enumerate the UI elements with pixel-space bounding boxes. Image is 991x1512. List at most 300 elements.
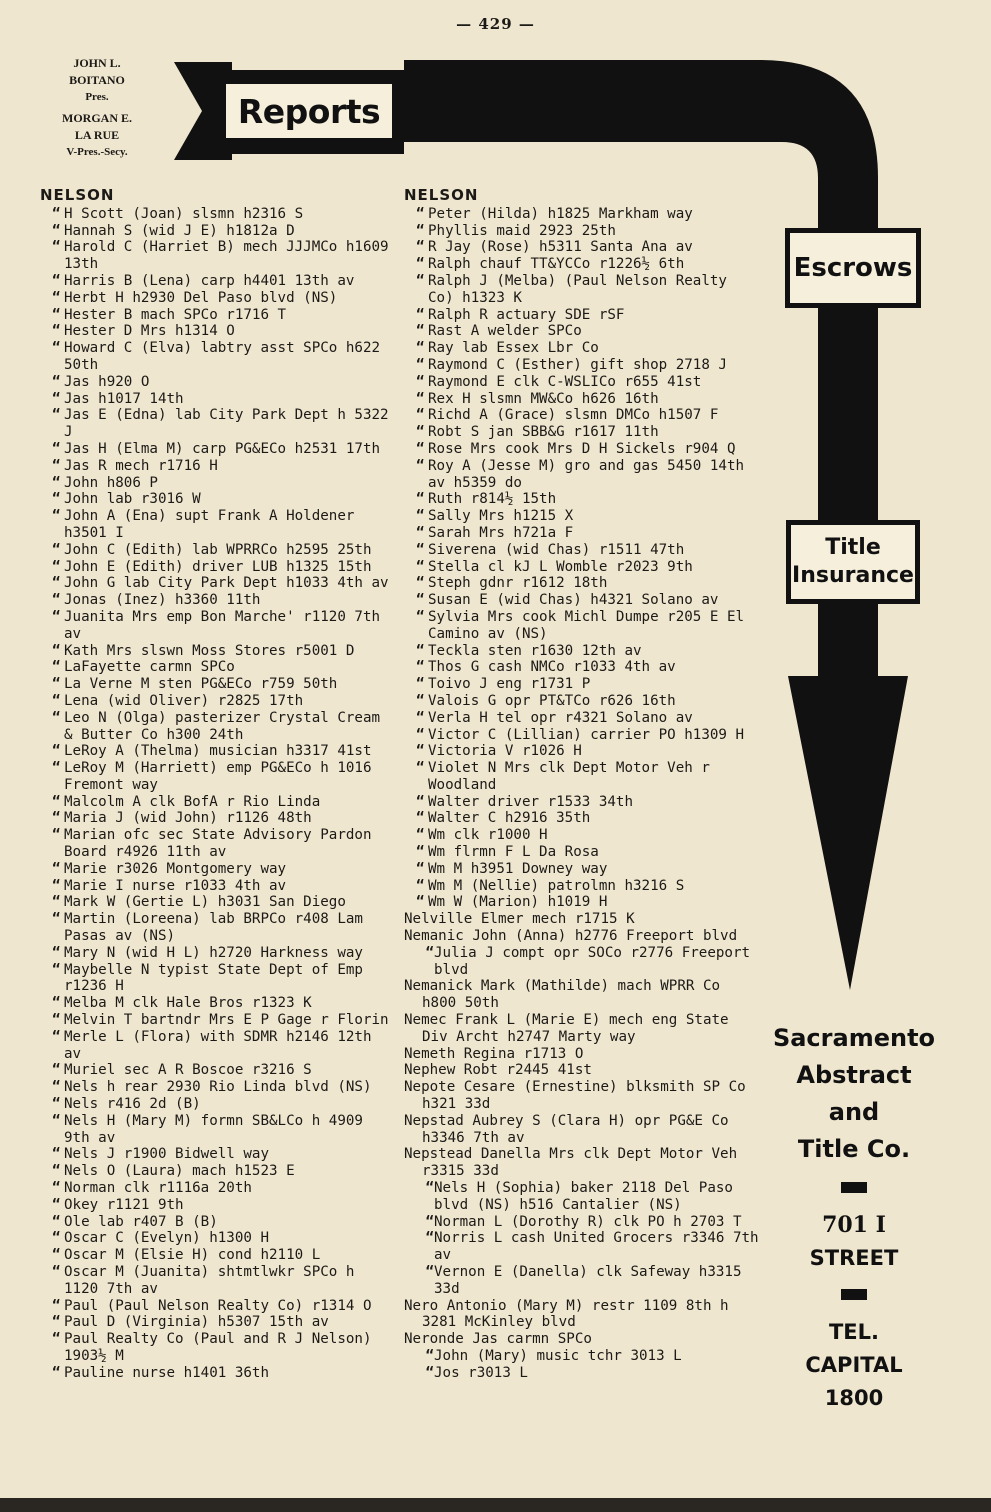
directory-entry: [40, 1180, 392, 1197]
directory-entry: [40, 945, 392, 962]
ditto-mark: “: [52, 1180, 61, 1197]
directory-entry: [40, 206, 392, 223]
directory-entry: [40, 710, 392, 744]
entry-text: Julia J compt opr SOCo r2776 Freeport blvd: [434, 944, 751, 978]
directory-entry: [404, 441, 759, 458]
directory-entry: [40, 307, 392, 324]
entry-text: Nephew Robt r2445 41st: [404, 1062, 592, 1079]
directory-entry: [404, 508, 759, 525]
ditto-mark: “: [416, 642, 425, 659]
ditto-mark: “: [52, 508, 61, 525]
entry-text: Siverena (wid Chas) r1511 47th: [428, 541, 685, 558]
officer-name: JOHN L.: [73, 56, 121, 70]
entry-text: R Jay (Rose) h5311 Santa Ana av: [428, 239, 693, 256]
entry-text: Teckla sten r1630 12th av: [428, 642, 642, 659]
entry-text: Okey r1121 9th: [64, 1196, 184, 1213]
directory-entry: [40, 223, 392, 240]
directory-entry: [40, 659, 392, 676]
entry-text: Hannah S (wid J E) h1812a D: [64, 222, 295, 239]
entry-text: Norman clk r1116a 20th: [64, 1180, 252, 1197]
directory-entry: [404, 1062, 759, 1079]
directory-entry: [40, 407, 392, 441]
entry-text: Ray lab Essex Lbr Co: [428, 340, 599, 357]
entry-text: Robt S jan SBB&G r1617 11th: [428, 424, 659, 441]
entry-text: Jonas (Inez) h3360 11th: [64, 592, 261, 609]
directory-entry: [404, 239, 759, 256]
directory-entry: [404, 760, 759, 794]
title-insurance-box: [786, 520, 920, 604]
directory-entry: [404, 1348, 759, 1365]
ditto-mark: “: [416, 222, 425, 239]
directory-entry: [40, 575, 392, 592]
directory-entry: [40, 1331, 392, 1365]
ditto-mark: “: [416, 457, 425, 474]
ditto-mark: “: [52, 373, 61, 390]
ditto-mark: “: [52, 1331, 61, 1348]
directory-entry: [40, 1264, 392, 1298]
entry-text: H Scott (Joan) slsmn h2316 S: [64, 205, 304, 222]
directory-entry: [40, 458, 392, 475]
ditto-mark: “: [52, 1297, 61, 1314]
ditto-mark: “: [52, 1264, 61, 1280]
directory-entry: [404, 559, 759, 576]
directory-entry: [404, 659, 759, 676]
directory-entry: [40, 374, 392, 391]
entry-text: Nels r416 2d (B): [64, 1096, 201, 1113]
entry-text: Sarah Mrs h721a F: [428, 524, 574, 541]
directory-entry: [404, 206, 759, 223]
entry-text: Juanita Mrs emp Bon Marche' r1120 7th av: [64, 608, 381, 642]
entry-text: Rast A welder SPCo: [428, 323, 582, 340]
ditto-mark: “: [52, 491, 61, 508]
directory-entry: [404, 1180, 759, 1214]
ditto-mark: “: [52, 1096, 61, 1113]
directory-entry: [40, 1062, 392, 1079]
ditto-mark: “: [416, 760, 425, 777]
directory-entry: [404, 542, 759, 559]
column-heading: NELSON: [404, 186, 479, 204]
directory-entry: [40, 794, 392, 811]
directory-entry: [404, 878, 759, 895]
ad-address-line2: STREET: [809, 1246, 899, 1270]
entry-text: Maria J (wid John) r1126 48th: [64, 810, 312, 827]
ditto-mark: “: [416, 894, 425, 911]
entry-text: Wm M h3951 Downey way: [428, 860, 608, 877]
entry-text: Phyllis maid 2923 25th: [428, 222, 616, 239]
entry-text: Victor C (Lillian) carrier PO h1309 H: [428, 726, 745, 743]
directory-entry: [40, 1197, 392, 1214]
ditto-mark: “: [52, 1012, 61, 1029]
ditto-mark: “: [52, 239, 61, 256]
ditto-mark: “: [52, 575, 61, 592]
ditto-mark: “: [416, 340, 425, 357]
ditto-mark: “: [416, 424, 425, 441]
directory-entry: [40, 508, 392, 542]
escrows-label: Escrows: [793, 253, 913, 283]
entry-text: Marie I nurse r1033 4th av: [64, 877, 287, 894]
entry-text: Richd A (Grace) slsmn DMCo h1507 F: [428, 407, 719, 424]
ditto-mark: “: [416, 676, 425, 693]
ditto-mark: “: [52, 1062, 61, 1079]
directory-entry: [40, 1247, 392, 1264]
ditto-mark: “: [416, 323, 425, 340]
ditto-mark: “: [52, 1028, 61, 1045]
ditto-mark: “: [52, 911, 61, 928]
ditto-mark: “: [52, 659, 61, 676]
entry-text: Ralph J (Melba) (Paul Nelson Realty Co) h1323 K: [428, 272, 727, 306]
ditto-mark: “: [425, 1347, 434, 1364]
directory-entry: [404, 861, 759, 878]
ditto-mark: “: [425, 1213, 434, 1230]
directory-entry: [40, 827, 392, 861]
ditto-mark: “: [425, 1230, 434, 1247]
ditto-mark: “: [416, 524, 425, 541]
entry-text: Nels O (Laura) mach h1523 E: [64, 1163, 295, 1180]
entry-text: Nemanic John (Anna) h2776 Freeport blvd: [404, 928, 738, 945]
directory-entry: [404, 407, 759, 424]
directory-entry: [40, 1012, 392, 1029]
entry-text: Muriel sec A R Boscoe r3216 S: [64, 1062, 312, 1079]
entry-text: Rose Mrs cook Mrs D H Sickels r904 Q: [428, 440, 736, 457]
ditto-mark: “: [416, 256, 425, 273]
ditto-mark: “: [52, 272, 61, 289]
ad-tel-label: TEL.: [828, 1320, 880, 1344]
entry-text: Malcolm A clk BofA r Rio Linda: [64, 793, 321, 810]
directory-entry: [404, 743, 759, 760]
ad-company-line1: Sacramento: [772, 1024, 936, 1052]
directory-entry: [404, 844, 759, 861]
entry-text: Mary N (wid H L) h2720 Harkness way: [64, 944, 363, 961]
entry-text: Jas R mech r1716 H: [64, 457, 218, 474]
entry-text: Ole lab r407 B (B): [64, 1213, 218, 1230]
ditto-mark: “: [52, 676, 61, 693]
ditto-mark: “: [52, 860, 61, 877]
directory-entry: [404, 827, 759, 844]
directory-entry: [404, 794, 759, 811]
ditto-mark: “: [52, 1213, 61, 1230]
entry-text: Neronde Jas carmn SPCo: [404, 1331, 592, 1348]
entry-text: Jas h920 O: [64, 373, 150, 390]
entry-text: John A (Ena) supt Frank A Holdener h3501 I: [64, 508, 355, 541]
ditto-mark: “: [52, 760, 61, 777]
directory-entry: [404, 1214, 759, 1231]
advertisement: [768, 1020, 940, 1415]
directory-entry: [404, 1331, 759, 1348]
entry-text: Kath Mrs slswn Moss Stores r5001 D: [64, 642, 355, 659]
directory-entry: [404, 911, 759, 928]
directory-entry: [404, 894, 759, 911]
officer-title: Pres.: [85, 91, 109, 103]
arrow-head: [788, 676, 908, 990]
entry-text: Jos r3013 L: [434, 1364, 528, 1381]
entry-text: John G lab City Park Dept h1033 4th av: [64, 575, 389, 592]
directory-entry: [40, 760, 392, 794]
directory-entry: [40, 1365, 392, 1382]
ditto-mark: “: [416, 541, 425, 558]
entry-text: John h806 P: [64, 474, 158, 491]
left-entry-list: [40, 206, 392, 1382]
entry-text: John E (Edith) driver LUB h1325 15th: [64, 558, 372, 575]
ditto-mark: “: [52, 692, 61, 709]
directory-entry: [404, 810, 759, 827]
directory-entry: [404, 575, 759, 592]
entry-text: Ruth r814½ 15th: [428, 491, 557, 508]
directory-entry: [404, 1113, 759, 1147]
entry-text: Leo N (Olga) pasterizer Crystal Cream & Butter Co h300 24th: [64, 709, 381, 743]
directory-entry: [40, 239, 392, 273]
directory-entry: [404, 256, 759, 273]
ditto-mark: “: [52, 642, 61, 659]
directory-entry: [404, 357, 759, 374]
ad-company-line3: and: [828, 1098, 880, 1126]
ditto-mark: “: [52, 1079, 61, 1096]
entry-text: Marian ofc sec State Advisory Pardon Board r4926 11th av: [64, 827, 372, 861]
entry-text: Nemec Frank L (Marie E) mech eng State Div Archt h2747 Marty way: [404, 1012, 729, 1045]
entry-text: Nero Antonio (Mary M) restr 1109 8th h 3281 McKinley blvd: [404, 1297, 729, 1331]
ad-tel-exchange: CAPITAL: [805, 1353, 903, 1377]
ditto-mark: “: [425, 944, 434, 961]
directory-entry: [40, 290, 392, 307]
ditto-mark: “: [52, 709, 61, 726]
ditto-mark: “: [52, 592, 61, 609]
ditto-mark: “: [416, 659, 425, 676]
ditto-mark: “: [52, 1364, 61, 1381]
ditto-mark: “: [52, 1230, 61, 1247]
entry-text: Verla H tel opr r4321 Solano av: [428, 709, 693, 726]
ditto-mark: “: [416, 608, 425, 625]
entry-text: Norman L (Dorothy R) clk PO h 2703 T: [434, 1213, 742, 1230]
directory-entry: [40, 643, 392, 660]
ditto-mark: “: [52, 793, 61, 810]
ditto-mark: “: [416, 726, 425, 743]
ad-divider: [841, 1289, 867, 1300]
page-number: — 429 —: [456, 15, 535, 33]
ditto-mark: “: [416, 743, 425, 760]
ad-company-line4: Title Co.: [797, 1135, 911, 1163]
directory-entry: [40, 592, 392, 609]
page-bottom-edge: [0, 1498, 991, 1512]
directory-entry: [404, 340, 759, 357]
column-heading: NELSON: [40, 186, 115, 204]
entry-text: Jas h1017 14th: [64, 390, 184, 407]
ditto-mark: “: [52, 1247, 61, 1264]
ditto-mark: “: [52, 390, 61, 407]
entry-text: LaFayette carmn SPCo: [64, 659, 235, 676]
directory-entry: [40, 861, 392, 878]
directory-entry: [40, 391, 392, 408]
entry-text: Sally Mrs h1215 X: [428, 508, 574, 525]
entry-text: Raymond E clk C-WSLICo r655 41st: [428, 373, 702, 390]
ditto-mark: “: [416, 356, 425, 373]
entry-text: Wm flrmn F L Da Rosa: [428, 844, 599, 861]
ditto-mark: “: [416, 491, 425, 508]
entry-text: Raymond C (Esther) gift shop 2718 J: [428, 356, 727, 373]
entry-text: Victoria V r1026 H: [428, 743, 582, 760]
ditto-mark: “: [425, 1364, 434, 1381]
ditto-mark: “: [52, 877, 61, 894]
entry-text: Jas H (Elma M) carp PG&ECo h2531 17th: [64, 440, 381, 457]
ditto-mark: “: [52, 440, 61, 457]
ditto-mark: “: [52, 289, 61, 306]
ditto-mark: “: [52, 810, 61, 827]
directory-entry: [404, 223, 759, 240]
ditto-mark: “: [416, 844, 425, 861]
directory-entry: [40, 995, 392, 1012]
ditto-mark: “: [416, 692, 425, 709]
entry-text: John lab r3016 W: [64, 491, 201, 508]
ditto-mark: “: [416, 575, 425, 592]
ditto-mark: “: [52, 541, 61, 558]
entry-text: Herbt H h2930 Del Paso blvd (NS): [64, 289, 338, 306]
entry-text: Nepote Cesare (Ernestine) blksmith SP Co h321 33d: [404, 1079, 746, 1113]
entry-text: Paul (Paul Nelson Realty Co) r1314 O: [64, 1297, 372, 1314]
right-entry-list: [404, 206, 759, 1382]
ditto-mark: “: [52, 474, 61, 491]
directory-entry: [404, 1298, 759, 1332]
entry-text: Pauline nurse h1401 36th: [64, 1364, 269, 1381]
entry-text: Paul D (Virginia) h5307 15th av: [64, 1314, 329, 1331]
ditto-mark: “: [416, 558, 425, 575]
directory-entry: [40, 1146, 392, 1163]
entry-text: Walter driver r1533 34th: [428, 793, 633, 810]
directory-entry: [40, 962, 392, 996]
entry-text: Harris B (Lena) carp h4401 13th av: [64, 272, 355, 289]
entry-text: Nelville Elmer mech r1715 K: [404, 911, 635, 928]
ditto-mark: “: [416, 272, 425, 289]
entry-text: Oscar M (Juanita) shtmtlwkr SPCo h 1120 7th av: [64, 1264, 355, 1297]
entry-text: Susan E (wid Chas) h4321 Solano av: [428, 592, 719, 609]
directory-entry: [40, 559, 392, 576]
directory-entry: [40, 693, 392, 710]
entry-text: Thos G cash NMCo r1033 4th av: [428, 659, 676, 676]
directory-entry: [404, 307, 759, 324]
ditto-mark: “: [52, 827, 61, 844]
directory-entry: [40, 475, 392, 492]
directory-entry: [404, 643, 759, 660]
ditto-mark: “: [52, 323, 61, 340]
entry-text: Harold C (Harriet B) mech JJJMCo h1609 13th: [64, 239, 389, 273]
officer-name: MORGAN E.: [62, 111, 132, 125]
entry-text: Roy A (Jesse M) gro and gas 5450 14th av h5359 do: [428, 457, 745, 491]
ditto-mark: “: [416, 827, 425, 844]
ditto-mark: “: [52, 1163, 61, 1180]
ditto-mark: “: [416, 440, 425, 457]
ditto-mark: “: [52, 340, 61, 357]
directory-entry: [40, 1096, 392, 1113]
entry-text: Oscar C (Evelyn) h1300 H: [64, 1230, 269, 1247]
directory-entry: [404, 978, 759, 1012]
ditto-mark: “: [52, 222, 61, 239]
ditto-mark: “: [52, 961, 61, 978]
ditto-mark: “: [416, 592, 425, 609]
ad-divider: [841, 1182, 867, 1193]
officer-title: V-Pres.-Secy.: [66, 146, 128, 158]
entry-text: Sylvia Mrs cook Michl Dumpe r205 E El Camino av (NS): [428, 608, 745, 642]
directory-entry: [40, 542, 392, 559]
entry-text: Nels H (Mary M) formn SB&LCo h 4909 9th av: [64, 1112, 363, 1146]
ditto-mark: “: [52, 944, 61, 961]
directory-entry: [40, 323, 392, 340]
entry-text: LeRoy A (Thelma) musician h3317 41st: [64, 743, 372, 760]
directory-entry: [404, 1146, 759, 1180]
directory-entry: [404, 1012, 759, 1046]
directory-entry: [40, 743, 392, 760]
entry-text: Wm clk r1000 H: [428, 827, 548, 844]
entry-text: Wm M (Nellie) patrolmn h3216 S: [428, 877, 685, 894]
ditto-mark: “: [416, 205, 425, 222]
ditto-mark: “: [416, 877, 425, 894]
directory-entry: [40, 894, 392, 911]
ditto-mark: “: [52, 1196, 61, 1213]
directory-entry: [40, 810, 392, 827]
directory-entry: [40, 441, 392, 458]
ditto-mark: “: [52, 1314, 61, 1331]
escrows-box: [785, 228, 921, 308]
ditto-mark: “: [52, 407, 61, 424]
directory-entry: [404, 710, 759, 727]
entry-text: Violet N Mrs clk Dept Motor Veh r Woodland: [428, 760, 710, 793]
entry-text: John (Mary) music tchr 3013 L: [434, 1347, 682, 1364]
entry-text: Oscar M (Elsie H) cond h2110 L: [64, 1247, 321, 1264]
entry-text: Wm W (Marion) h1019 H: [428, 894, 608, 911]
ditto-mark: “: [52, 1146, 61, 1163]
directory-entry: [40, 1314, 392, 1331]
ditto-mark: “: [52, 205, 61, 222]
entry-text: Peter (Hilda) h1825 Markham way: [428, 205, 693, 222]
directory-entry: [404, 1230, 759, 1264]
directory-entry: [404, 693, 759, 710]
ditto-mark: “: [52, 894, 61, 911]
entry-text: Melvin T bartndr Mrs E P Gage r Florin: [64, 1012, 389, 1029]
ditto-mark: “: [52, 608, 61, 625]
entry-text: Toivo J eng r1731 P: [428, 676, 591, 693]
title-label: Title: [825, 535, 881, 560]
left-directory-column: [40, 187, 392, 1382]
directory-entry: [404, 1264, 759, 1298]
directory-entry: [40, 1079, 392, 1096]
directory-entry: [40, 1113, 392, 1147]
directory-entry: [404, 676, 759, 693]
directory-entry: [404, 609, 759, 643]
directory-entry: [404, 945, 759, 979]
entry-text: La Verne M sten PG&ECo r759 50th: [64, 676, 338, 693]
directory-entry: [40, 273, 392, 290]
ad-tel-number: 1800: [824, 1386, 884, 1410]
directory-entry: [40, 1214, 392, 1231]
officer-name: BOITANO: [69, 73, 125, 87]
right-directory-column: [404, 187, 759, 1382]
entry-text: Merle L (Flora) with SDMR h2146 12th av: [64, 1028, 372, 1062]
ditto-mark: “: [416, 373, 425, 390]
entry-text: Nels H (Sophia) baker 2118 Del Paso blvd (NS) h516 Cantalier (NS): [434, 1180, 733, 1213]
entry-text: Maybelle N typist State Dept of Emp r1236 H: [64, 961, 363, 995]
directory-entry: [404, 458, 759, 492]
entry-text: Nemeth Regina r1713 O: [404, 1045, 584, 1062]
entry-text: Nepstad Aubrey S (Clara H) opr PG&E Co h3346 7th av: [404, 1112, 729, 1146]
directory-entry: [404, 928, 759, 945]
directory-entry: [404, 374, 759, 391]
ditto-mark: “: [416, 810, 425, 827]
ditto-mark: “: [52, 306, 61, 323]
insurance-label: Insurance: [792, 563, 914, 588]
directory-entry: [40, 676, 392, 693]
entry-text: Hester B mach SPCo r1716 T: [64, 306, 287, 323]
directory-entry: [40, 911, 392, 945]
entry-text: Mark W (Gertie L) h3031 San Diego: [64, 894, 346, 911]
entry-text: Rex H slsmn MW&Co h626 16th: [428, 390, 659, 407]
ditto-mark: “: [52, 1112, 61, 1129]
entry-text: LeRoy M (Harriett) emp PG&ECo h 1016 Fremont way: [64, 760, 372, 793]
